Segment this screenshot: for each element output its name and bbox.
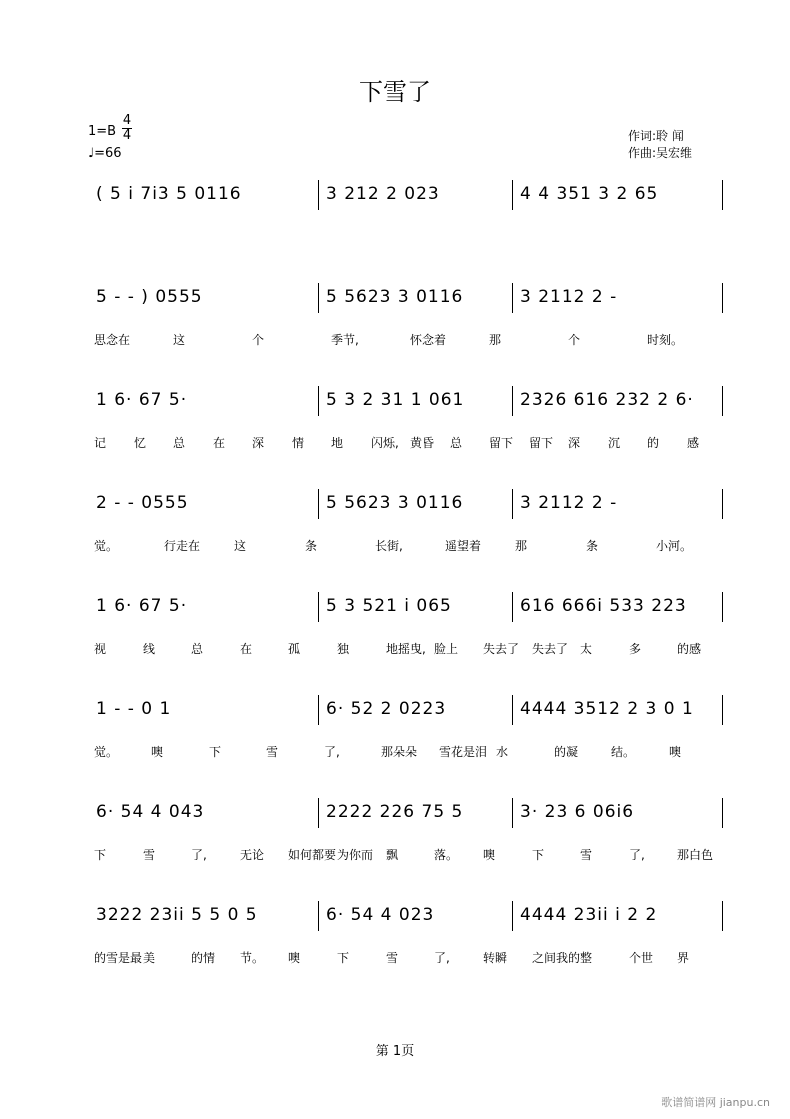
lyric-syllable: 留下	[489, 436, 514, 450]
lyric-syllable: 觉。	[94, 745, 119, 759]
lyric-syllable: 失去了	[532, 642, 569, 656]
lyric-syllable: 情	[292, 436, 305, 450]
lyric-syllable: 那白色	[677, 848, 714, 862]
lyric-syllable: 思念在	[94, 333, 131, 347]
bar-line	[722, 489, 723, 519]
lyric-syllable: 在	[240, 642, 253, 656]
measure-notes: 6· 54 4 043	[96, 802, 205, 822]
lyric-syllable: 这	[173, 333, 186, 347]
lyric-syllable: 深	[252, 436, 265, 450]
bar-line	[512, 798, 513, 828]
measure-notes: 3· 23 6 06i6	[520, 802, 635, 822]
lyric-syllable: 的	[647, 436, 660, 450]
measure-notes: 5 3 521 i 065	[326, 596, 452, 616]
bar-line	[512, 489, 513, 519]
measure-notes: 5 - - ) 0555	[96, 287, 203, 307]
lyric-syllable: 条	[305, 539, 318, 553]
lyric-syllable: 时刻。	[647, 333, 684, 347]
lyric-syllable: 那	[515, 539, 528, 553]
watermark: 歌谱简谱网 jianpu.cn	[661, 1096, 770, 1109]
bar-line	[318, 180, 319, 210]
bar-line	[722, 592, 723, 622]
measure-notes: 1 6· 67 5·	[96, 596, 188, 616]
lyric-syllable: 整	[580, 951, 593, 965]
bar-line	[512, 592, 513, 622]
measure-notes: 2326 616 232 2 6·	[520, 390, 694, 410]
lyric-syllable: 界	[677, 951, 690, 965]
measure-notes: 6· 54 4 023	[326, 905, 435, 925]
lyric-syllable: 为你而	[337, 848, 374, 862]
measure-notes: 2222 226 75 5	[326, 802, 464, 822]
bar-line	[318, 283, 319, 313]
bar-line	[722, 180, 723, 210]
lyric-syllable: 个世	[629, 951, 654, 965]
key-signature: 1=B	[88, 124, 117, 139]
lyric-syllable: 节。	[240, 951, 265, 965]
lyric-syllable: 视	[94, 642, 107, 656]
lyric-syllable: 感	[687, 436, 700, 450]
lyric-syllable: 那朵朵	[381, 745, 418, 759]
lyric-syllable: 地	[331, 436, 344, 450]
measure-notes: 3 212 2 023	[326, 184, 440, 204]
lyric-syllable: 总	[191, 642, 204, 656]
lyric-syllable: 雪	[386, 951, 399, 965]
lyric-syllable: 这	[234, 539, 247, 553]
measure-notes: 616 666i 533 223	[520, 596, 687, 616]
bar-line	[318, 798, 319, 828]
lyric-syllable: 多	[629, 642, 642, 656]
measure-notes: 3222 23ii 5 5 0 5	[96, 905, 258, 925]
lyric-syllable: 个	[252, 333, 265, 347]
measure-notes: 2 - - 0555	[96, 493, 189, 513]
lyric-syllable: 雪	[143, 848, 156, 862]
lyric-syllable: 噢	[288, 951, 301, 965]
lyric-syllable: 地摇曳,	[386, 642, 426, 656]
lyric-syllable: 如何都要	[288, 848, 337, 862]
measure-notes: 3 2112 2 -	[520, 287, 618, 307]
lyric-syllable: 了,	[629, 848, 645, 862]
measure-notes: 6· 52 2 0223	[326, 699, 447, 719]
song-title: 下雪了	[359, 78, 431, 106]
measure-notes: 4444 3512 2 3 0 1	[520, 699, 694, 719]
bar-line	[512, 180, 513, 210]
lyric-syllable: 噢	[151, 745, 164, 759]
lyric-syllable: 黄昏	[410, 436, 435, 450]
bar-line	[722, 798, 723, 828]
bar-line	[722, 901, 723, 931]
measure-notes: 3 2112 2 -	[520, 493, 618, 513]
measure-notes: ( 5 i 7i3 5 0116	[96, 184, 242, 204]
measure-notes: 1 6· 67 5·	[96, 390, 188, 410]
bar-line	[318, 489, 319, 519]
lyric-syllable: 下	[209, 745, 222, 759]
lyric-syllable: 结。	[611, 745, 636, 759]
lyric-syllable: 独	[337, 642, 350, 656]
lyric-syllable: 条	[586, 539, 599, 553]
lyric-syllable: 了,	[324, 745, 340, 759]
lyric-syllable: 太	[580, 642, 593, 656]
bar-line	[512, 283, 513, 313]
lyric-syllable: 觉。	[94, 539, 119, 553]
lyric-syllable: 总	[450, 436, 463, 450]
lyric-syllable: 雪花是泪	[439, 745, 488, 759]
lyric-syllable: 怀念着	[410, 333, 447, 347]
lyric-syllable: 的凝	[554, 745, 579, 759]
bar-line	[512, 386, 513, 416]
lyric-syllable: 深	[568, 436, 581, 450]
time-signature-top: 4	[122, 113, 132, 128]
lyric-syllable: 长街,	[375, 539, 403, 553]
bar-line	[722, 283, 723, 313]
lyric-syllable: 闪烁,	[371, 436, 399, 450]
lyric-syllable: 转瞬	[483, 951, 508, 965]
bar-line	[512, 901, 513, 931]
bar-line	[318, 592, 319, 622]
quarter-note-icon: ♩	[88, 146, 95, 161]
tempo-value: =66	[94, 146, 122, 161]
lyric-syllable: 水	[496, 745, 509, 759]
tempo-marking	[88, 146, 122, 161]
lyric-syllable: 了,	[434, 951, 450, 965]
lyric-syllable: 下	[337, 951, 350, 965]
lyric-syllable: 线	[143, 642, 156, 656]
lyric-syllable: 下	[94, 848, 107, 862]
lyric-syllable: 遥望着	[445, 539, 482, 553]
lyric-syllable: 的雪是最	[94, 951, 143, 965]
measure-notes: 4444 23ii i 2 2	[520, 905, 658, 925]
lyric-syllable: 季节,	[331, 333, 359, 347]
lyric-syllable: 美	[143, 951, 156, 965]
bar-line	[318, 901, 319, 931]
lyric-syllable: 下	[532, 848, 545, 862]
lyric-syllable: 之间我的	[532, 951, 581, 965]
lyric-syllable: 忆	[134, 436, 147, 450]
lyric-syllable: 雪	[580, 848, 593, 862]
lyric-syllable: 小河。	[656, 539, 693, 553]
lyric-syllable: 无论	[240, 848, 265, 862]
lyric-syllable: 噢	[669, 745, 682, 759]
time-signature-bottom: 4	[122, 128, 132, 143]
lyric-syllable: 孤	[288, 642, 301, 656]
time-signature	[122, 114, 132, 143]
lyric-syllable: 总	[173, 436, 186, 450]
bar-line	[512, 695, 513, 725]
bar-line	[318, 695, 319, 725]
lyric-syllable: 噢	[483, 848, 496, 862]
lyric-syllable: 个	[568, 333, 581, 347]
composer-credit: 作曲:吴宏维	[628, 146, 693, 160]
lyric-syllable: 雪	[266, 745, 279, 759]
measure-notes: 5 3 2 31 1 061	[326, 390, 465, 410]
page-number: 第 1页	[375, 1044, 415, 1059]
measure-notes: 5 5623 3 0116	[326, 493, 464, 513]
bar-line	[318, 386, 319, 416]
lyric-syllable: 了,	[191, 848, 207, 862]
lyric-syllable: 落。	[434, 848, 459, 862]
lyric-syllable: 的情	[191, 951, 216, 965]
credits	[628, 128, 692, 162]
lyric-syllable: 飘	[386, 848, 399, 862]
lyric-syllable: 沉	[608, 436, 621, 450]
lyric-syllable: 留下	[529, 436, 554, 450]
measure-notes: 5 5623 3 0116	[326, 287, 464, 307]
lyric-syllable: 那	[489, 333, 502, 347]
bar-line	[722, 695, 723, 725]
lyric-syllable: 记	[94, 436, 107, 450]
lyric-syllable: 的感	[677, 642, 702, 656]
lyric-syllable: 脸上	[434, 642, 459, 656]
lyricist-credit: 作词:聆 闻	[628, 129, 684, 143]
lyric-syllable: 行走在	[164, 539, 201, 553]
measure-notes: 4 4 351 3 2 65	[520, 184, 659, 204]
bar-line	[722, 386, 723, 416]
measure-notes: 1 - - 0 1	[96, 699, 172, 719]
lyric-syllable: 失去了	[483, 642, 520, 656]
lyric-syllable: 在	[213, 436, 226, 450]
